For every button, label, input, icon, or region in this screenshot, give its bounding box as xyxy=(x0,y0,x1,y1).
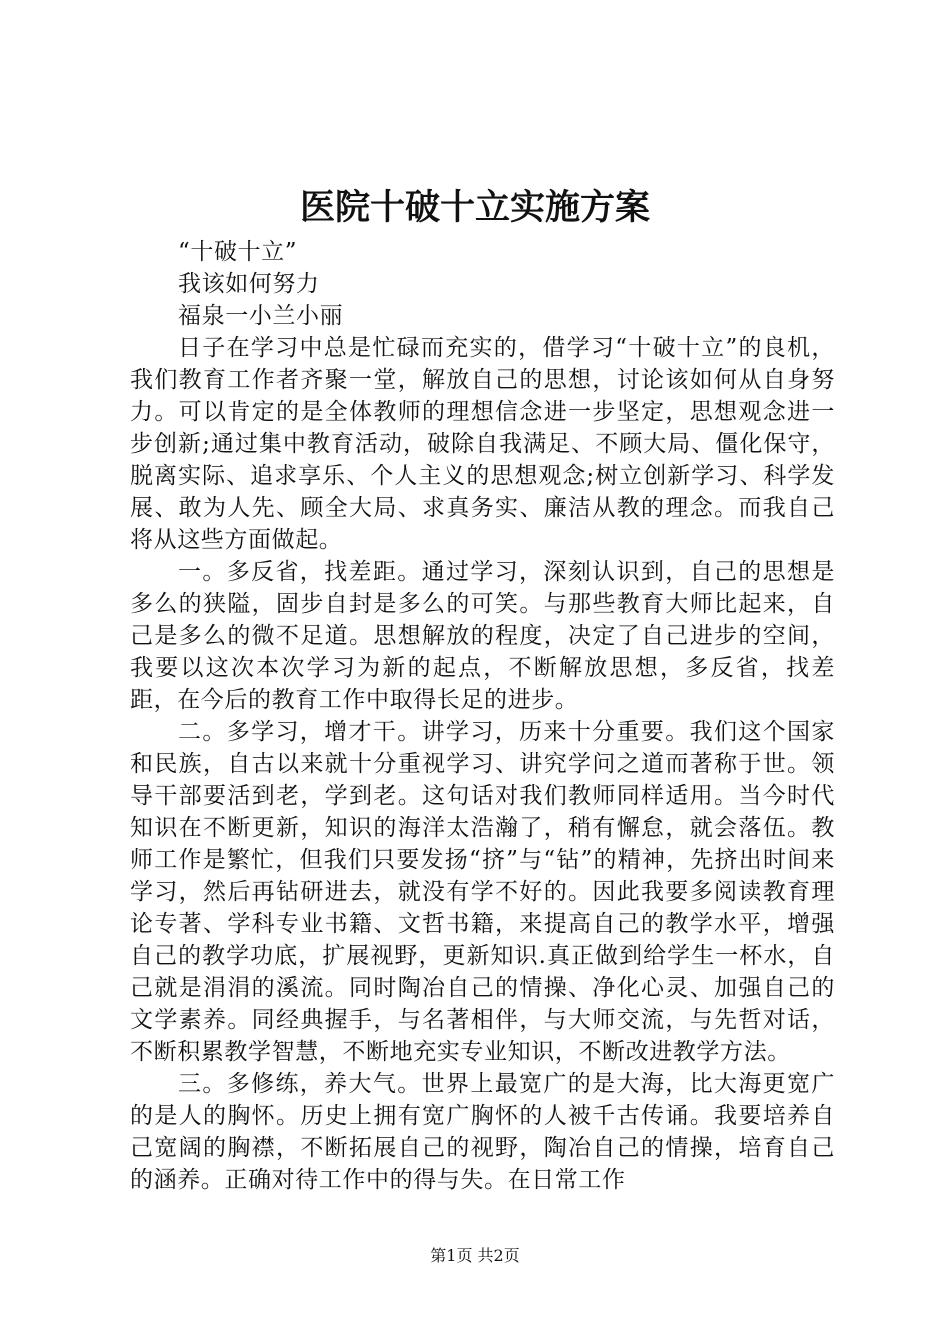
page-footer: 第1页 共2页 xyxy=(430,1246,520,1265)
paragraph-point-two: 二。多学习，增才干。讲学习，历来十分重要。我们这个国家和民族，自古以来就十分重视学习、讲究学问之道而著称于世。领导干部要活到老，学到老。这句话对我们教师同样适用。当今时代知识在不断更新，知识的海洋太浩瀚了，稍有懈怠，就会落伍。教师工作是繁忙，但我们只要发扬“挤”与“钻”的精神，先挤出时间来学习，然后再钻研进去，就没有学不好的。因此我要多阅读教育理论专著、学科专业书籍、文哲书籍，来提高自己的教学水平，增强自己的教学功底，扩展视野，更新知识.真正做到给学生一杯水，自己就是涓涓的溪流。同时陶冶自己的情操、净化心灵、加强自己的文学素养。同经典握手，与名著相伴，与大师交流，与先哲对话，不断积累教学智慧，不断地充实专业知识，不断改进教学方法。 xyxy=(130,719,835,1065)
document-body xyxy=(130,236,835,1196)
document-title: 医院十破十立实施方案 xyxy=(299,187,650,228)
paragraph-subtitle-quote: “十破十立” xyxy=(178,239,298,265)
paragraph-point-one: 一。多反省，找差距。通过学习，深刻认识到，自己的思想是多么的狭隘，固步自封是多么的可笑。与那些教育大师比起来，自己是多么的微不足道。思想解放的程度，决定了自己进步的空间，我要以这次本次学习为新的起点，不断解放思想，多反省，找差距，在今后的教育工作中取得长足的进步。 xyxy=(130,559,835,713)
paragraph-subtitle: 我该如何努力 xyxy=(178,271,320,297)
paragraph-point-three: 三。多修练，养大气。世界上最宽广的是大海，比大海更宽广的是人的胸怀。历史上拥有宽广胸怀的人被千古传诵。我要培养自己宽阔的胸襟，不断拓展自己的视野，陶冶自己的情操，培育自己的涵养。正确对待工作中的得与失。在日常工作 xyxy=(130,1071,835,1193)
paragraph-author: 福泉一小兰小丽 xyxy=(178,303,344,329)
paragraph-intro: 日子在学习中总是忙碌而充实的，借学习“十破十立”的良机，我们教育工作者齐聚一堂，解放自己的思想，讨论该如何从自身努力。可以肯定的是全体教师的理想信念进一步坚定，思想观念进一步创新;通过集中教育活动，破除自我满足、不顾大局、僵化保守，脱离实际、追求享乐、个人主义的思想观念;树立创新学习、科学发展、敢为人先、顾全大局、求真务实、廉洁从教的理念。而我自己将从这些方面做起。 xyxy=(130,335,835,553)
